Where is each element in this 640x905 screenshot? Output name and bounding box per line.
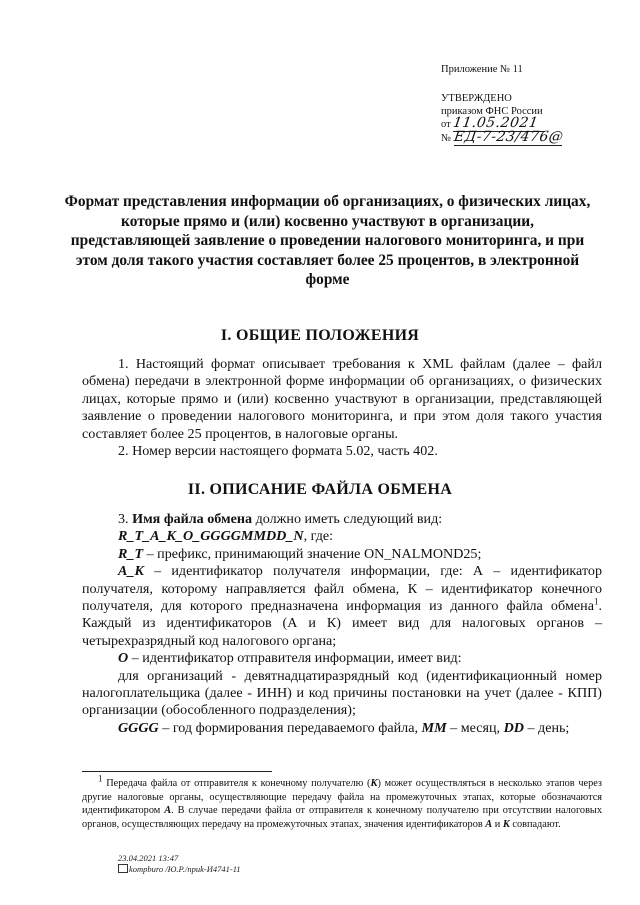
paragraph-3-number: 3. bbox=[118, 511, 129, 527]
footnote-a: А bbox=[164, 805, 172, 817]
footnote-part: Передача файла от отправителя к конечному получателю ( bbox=[106, 778, 371, 789]
rt-code: R_T bbox=[118, 545, 144, 562]
paragraph-3 bbox=[82, 511, 602, 528]
ak-text: – идентификатор получателя информации, где: А – идентификатор получателя, которому направляется файл обмена, К – идентификатор конечного получателя, для которого предназначена информация из данного файла обмена bbox=[82, 563, 603, 615]
footnote-text bbox=[82, 773, 602, 831]
paragraph-1: 1. Настоящий формат описывает требования к XML файлам (далее – файл обмена) передачи в электронной форме информации об организациях, о физических лицах, которые прямо и (или) косвенно участвуют в организации, представляющей заявление о проведении налогового мониторинга, и при этом доля такого участия составляет более 25 процентов, в налоговые органы. bbox=[82, 356, 602, 442]
order-number-line bbox=[441, 129, 565, 146]
paragraph-2: 2. Номер версии настоящего формата 5.02, часть 402. bbox=[118, 443, 438, 460]
filename-pattern-line bbox=[82, 528, 602, 545]
number-prefix: № bbox=[441, 133, 452, 144]
mm-text: – месяц, bbox=[450, 719, 501, 736]
approved-label: УТВЕРЖДЕНО bbox=[441, 93, 512, 104]
ak-definition bbox=[82, 563, 602, 650]
stamp-path-line bbox=[118, 864, 241, 875]
footnote-k: К bbox=[370, 778, 378, 789]
org-definition: для организаций - девятнадцатиразрядный код (идентификационный номер налогоплательщика (далее - ИНН) и код причины постановки на учет (далее - КПП) организации (обособленного подразделения); bbox=[82, 667, 602, 719]
gggg-text: – год формирования передаваемого файла, bbox=[162, 719, 418, 736]
section-2-body bbox=[82, 511, 602, 737]
footnote-divider bbox=[82, 771, 272, 772]
paragraph-3-term: Имя файла обмена bbox=[132, 511, 253, 527]
ak-code: A_K bbox=[118, 563, 144, 580]
file-icon bbox=[118, 864, 128, 873]
mm-code: MM bbox=[421, 719, 447, 736]
footnote-mark: 1 bbox=[98, 773, 103, 784]
footnote bbox=[82, 773, 602, 831]
footnote-k: К bbox=[502, 818, 510, 830]
gggg-code: GGGG bbox=[118, 719, 159, 736]
o-definition bbox=[82, 650, 602, 667]
dd-code: DD bbox=[503, 719, 524, 736]
o-text: – идентификатор отправителя информации, имеет вид: bbox=[131, 650, 462, 667]
filename-pattern: R_T_A_K_O_GGGGMMDD_N bbox=[118, 528, 304, 545]
stamp-datetime: 23.04.2021 13:47 bbox=[118, 853, 179, 863]
section-1-body bbox=[82, 356, 602, 460]
document-title: Формат представления информации об организациях, о физических лицах, которые прямо и (или) косвенно участвуют в организации, представляющей заявление о проведении налогового мониторинга, и при этом доля такого участия составляет более 25 процентов, в электронной форме bbox=[64, 193, 591, 288]
stamp-path: kompburo /Ю.Р./приk-И4741-11 bbox=[129, 864, 241, 874]
footnote-part: . В случае передачи файла от отправителя к конечному получателю при отсутствии налоговых органов, осуществляющих передачу на промежуточных этапах, значения идентификаторов bbox=[82, 805, 602, 830]
ak-text-2: . Каждый из идентификаторов (А и К) имеет вид для налоговых органов – четырехразрядный код налогового органа; bbox=[82, 598, 602, 649]
footnote-a: А bbox=[485, 818, 493, 830]
date-prefix: от bbox=[441, 119, 451, 130]
footnote-ref: 1 bbox=[593, 596, 599, 607]
section-2-heading: II. ОПИСАНИЕ ФАЙЛА ОБМЕНА bbox=[187, 481, 453, 498]
filename-pattern-tail: , где: bbox=[303, 528, 334, 545]
paragraph-3-text: должно иметь следующий вид: bbox=[255, 511, 443, 527]
dd-text: – день; bbox=[527, 719, 570, 736]
date-definition bbox=[82, 720, 602, 737]
rt-text: – префикс, принимающий значение ON_NALMOND25; bbox=[146, 545, 482, 562]
o-code: O bbox=[118, 650, 129, 667]
footnote-part: совпадают. bbox=[512, 818, 561, 830]
handwritten-number: ЕД-7-23/476@ bbox=[452, 129, 565, 145]
rt-definition bbox=[82, 546, 602, 563]
handwritten-date: 11.05.2021 bbox=[452, 115, 540, 131]
section-1-heading: I. ОБЩИЕ ПОЛОЖЕНИЯ bbox=[220, 327, 420, 344]
appendix-label: Приложение № 11 bbox=[441, 64, 523, 75]
order-label: приказом ФНС России bbox=[441, 106, 543, 117]
footnote-part: и bbox=[494, 818, 501, 830]
footnote-part: ) может осуществляться в несколько этапов через другие налоговые органы, осуществляющие передачу файла на промежуточных этапах, которые обозначаются идентификатором bbox=[82, 778, 602, 817]
print-stamp bbox=[118, 853, 241, 875]
